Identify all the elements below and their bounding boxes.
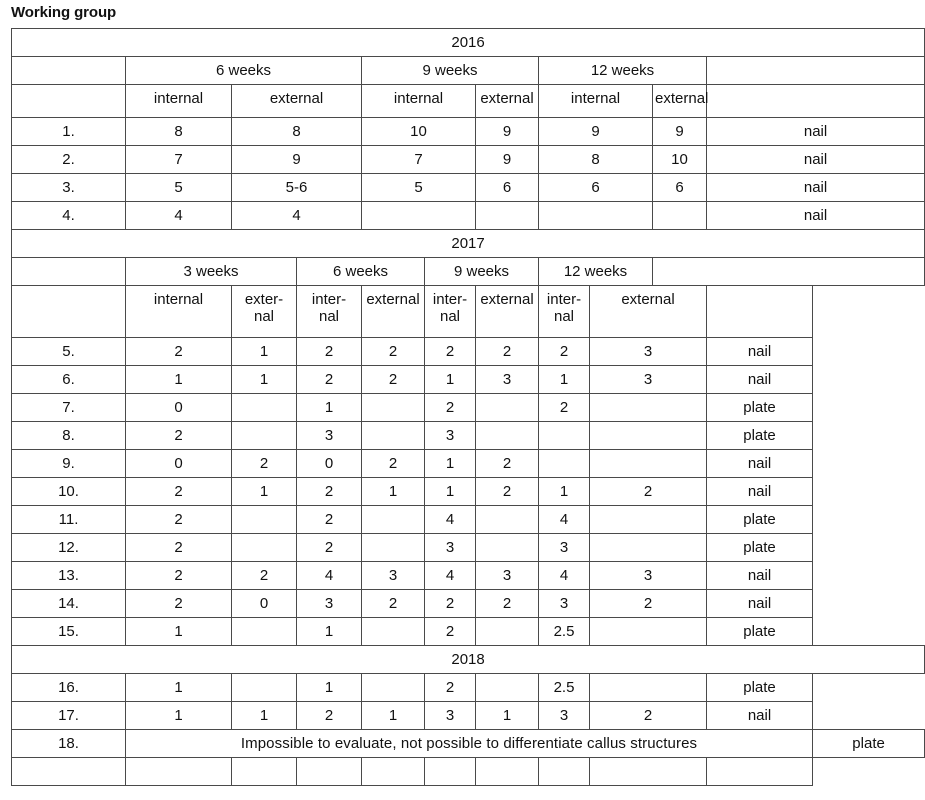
empty-cell bbox=[12, 758, 126, 786]
table-row bbox=[12, 674, 925, 702]
value-cell: 1 bbox=[126, 702, 232, 730]
value-cell bbox=[362, 202, 476, 230]
value-cell: 2 bbox=[425, 674, 476, 702]
value-cell: 3 bbox=[476, 366, 539, 394]
row-number: 18. bbox=[12, 730, 126, 758]
value-cell bbox=[362, 394, 425, 422]
value-cell: 2 bbox=[476, 478, 539, 506]
value-cell: 4 bbox=[425, 562, 476, 590]
sub-header-2016-5: external bbox=[653, 85, 707, 118]
value-cell bbox=[476, 534, 539, 562]
empty-cell bbox=[362, 758, 425, 786]
value-cell: 3 bbox=[476, 562, 539, 590]
value-cell: 1 bbox=[232, 338, 297, 366]
row-number: 7. bbox=[12, 394, 126, 422]
value-cell: 9 bbox=[476, 118, 539, 146]
value-cell: 0 bbox=[126, 450, 232, 478]
table-row bbox=[12, 146, 925, 174]
fixation-cell: nail bbox=[707, 202, 925, 230]
empty-cell bbox=[126, 758, 232, 786]
table-row bbox=[12, 366, 925, 394]
value-cell: 4 bbox=[539, 506, 590, 534]
year-row-2018 bbox=[12, 646, 925, 674]
sub-header-2017-5: external bbox=[476, 286, 539, 338]
value-cell: 3 bbox=[590, 366, 707, 394]
sub-header-2017-7: external bbox=[590, 286, 707, 338]
period-header-row-2016 bbox=[12, 57, 925, 85]
value-cell: 1 bbox=[232, 478, 297, 506]
value-cell: 3 bbox=[425, 422, 476, 450]
fixation-cell: plate bbox=[707, 674, 813, 702]
table-row bbox=[12, 118, 925, 146]
value-cell bbox=[590, 534, 707, 562]
empty-cell bbox=[539, 758, 590, 786]
value-cell: 3 bbox=[425, 534, 476, 562]
value-cell: 1 bbox=[126, 366, 232, 394]
period-header-row-2017 bbox=[12, 258, 925, 286]
table-row bbox=[12, 590, 925, 618]
value-cell bbox=[476, 394, 539, 422]
table-row bbox=[12, 174, 925, 202]
row-number: 8. bbox=[12, 422, 126, 450]
sub-header-2016-2: internal bbox=[362, 85, 476, 118]
value-cell: 2.5 bbox=[539, 618, 590, 646]
value-cell: 1 bbox=[425, 450, 476, 478]
value-cell: 0 bbox=[126, 394, 232, 422]
sub-header-2017-0: internal bbox=[126, 286, 232, 338]
period-header-2017-2: 9 weeks bbox=[425, 258, 539, 286]
value-cell: 10 bbox=[362, 118, 476, 146]
value-cell: 2 bbox=[425, 394, 476, 422]
value-cell bbox=[476, 202, 539, 230]
table-row bbox=[12, 618, 925, 646]
value-cell: 1 bbox=[126, 618, 232, 646]
fixation-cell: nail bbox=[707, 562, 813, 590]
value-cell: 2 bbox=[126, 562, 232, 590]
row-number: 12. bbox=[12, 534, 126, 562]
value-cell bbox=[232, 618, 297, 646]
value-cell: 4 bbox=[126, 202, 232, 230]
value-cell: 1 bbox=[362, 478, 425, 506]
value-cell: 2 bbox=[297, 338, 362, 366]
value-cell bbox=[653, 202, 707, 230]
fixation-cell: plate bbox=[707, 422, 813, 450]
fixation-cell: nail bbox=[707, 174, 925, 202]
fixation-cell: plate bbox=[707, 506, 813, 534]
fixation-cell: plate bbox=[707, 534, 813, 562]
row-number: 4. bbox=[12, 202, 126, 230]
value-cell bbox=[590, 450, 707, 478]
sub-header-2017-3: external bbox=[362, 286, 425, 338]
table-row bbox=[12, 450, 925, 478]
sub-header-2016-1: external bbox=[232, 85, 362, 118]
empty-cell bbox=[12, 85, 126, 118]
value-cell: 4 bbox=[539, 562, 590, 590]
value-cell: 6 bbox=[476, 174, 539, 202]
value-cell: 3 bbox=[362, 562, 425, 590]
row-number: 11. bbox=[12, 506, 126, 534]
value-cell: 1 bbox=[425, 366, 476, 394]
sub-header-row-2017 bbox=[12, 286, 925, 338]
value-cell bbox=[539, 422, 590, 450]
year-header-2018: 2018 bbox=[12, 646, 925, 674]
value-cell: 5 bbox=[126, 174, 232, 202]
year-row-2017 bbox=[12, 230, 925, 258]
year-row-2016 bbox=[12, 29, 925, 57]
year-header-2016: 2016 bbox=[12, 29, 925, 57]
table-row bbox=[12, 702, 925, 730]
row-number: 10. bbox=[12, 478, 126, 506]
row-number: 2. bbox=[12, 146, 126, 174]
value-cell: 2 bbox=[425, 618, 476, 646]
value-cell: 5-6 bbox=[232, 174, 362, 202]
sub-header-2017-2: inter- nal bbox=[297, 286, 362, 338]
value-cell: 3 bbox=[425, 702, 476, 730]
value-cell: 1 bbox=[539, 478, 590, 506]
value-cell: 0 bbox=[232, 590, 297, 618]
value-cell: 1 bbox=[232, 366, 297, 394]
value-cell: 2 bbox=[297, 366, 362, 394]
value-cell: 3 bbox=[297, 590, 362, 618]
value-cell: 3 bbox=[539, 534, 590, 562]
row-number: 9. bbox=[12, 450, 126, 478]
value-cell: 2 bbox=[297, 506, 362, 534]
row-number: 14. bbox=[12, 590, 126, 618]
value-cell: 3 bbox=[539, 702, 590, 730]
value-cell bbox=[362, 618, 425, 646]
value-cell: 4 bbox=[297, 562, 362, 590]
value-cell bbox=[232, 422, 297, 450]
value-cell bbox=[539, 202, 653, 230]
row-number: 5. bbox=[12, 338, 126, 366]
sub-header-2017-6: inter- nal bbox=[539, 286, 590, 338]
value-cell: 5 bbox=[362, 174, 476, 202]
fixation-cell: plate bbox=[813, 730, 925, 758]
value-cell: 3 bbox=[297, 422, 362, 450]
merged-note-cell: Impossible to evaluate, not possible to differentiate callus structures bbox=[126, 730, 813, 758]
value-cell: 1 bbox=[232, 702, 297, 730]
value-cell: 4 bbox=[232, 202, 362, 230]
period-header-2017-0: 3 weeks bbox=[126, 258, 297, 286]
value-cell bbox=[590, 394, 707, 422]
value-cell: 10 bbox=[653, 146, 707, 174]
empty-cell bbox=[707, 758, 813, 786]
table-row bbox=[12, 730, 925, 758]
sub-header-2017-1: exter- nal bbox=[232, 286, 297, 338]
table-row bbox=[12, 422, 925, 450]
fixation-cell: nail bbox=[707, 338, 813, 366]
empty-cell bbox=[297, 758, 362, 786]
value-cell: 1 bbox=[476, 702, 539, 730]
value-cell: 2 bbox=[476, 590, 539, 618]
table-row bbox=[12, 478, 925, 506]
value-cell bbox=[362, 674, 425, 702]
year-header-2017: 2017 bbox=[12, 230, 925, 258]
value-cell: 2 bbox=[362, 450, 425, 478]
value-cell bbox=[232, 534, 297, 562]
value-cell: 1 bbox=[425, 478, 476, 506]
table-row bbox=[12, 534, 925, 562]
value-cell: 1 bbox=[362, 702, 425, 730]
value-cell bbox=[362, 506, 425, 534]
value-cell: 8 bbox=[126, 118, 232, 146]
fixation-cell: nail bbox=[707, 366, 813, 394]
row-number: 13. bbox=[12, 562, 126, 590]
value-cell: 2 bbox=[425, 338, 476, 366]
value-cell: 2 bbox=[539, 394, 590, 422]
table-row bbox=[12, 202, 925, 230]
value-cell: 2 bbox=[126, 338, 232, 366]
value-cell: 7 bbox=[126, 146, 232, 174]
fixation-cell: plate bbox=[707, 394, 813, 422]
empty-cell bbox=[12, 57, 126, 85]
period-header-2016-2: 12 weeks bbox=[539, 57, 707, 85]
empty-cell bbox=[653, 258, 925, 286]
value-cell: 8 bbox=[539, 146, 653, 174]
value-cell bbox=[590, 506, 707, 534]
table-caption: Working group bbox=[11, 4, 117, 21]
sub-header-2016-3: external bbox=[476, 85, 539, 118]
empty-cell bbox=[707, 57, 925, 85]
value-cell: 6 bbox=[539, 174, 653, 202]
value-cell bbox=[476, 422, 539, 450]
value-cell: 9 bbox=[476, 146, 539, 174]
value-cell bbox=[232, 394, 297, 422]
value-cell: 2 bbox=[362, 338, 425, 366]
value-cell: 2 bbox=[590, 702, 707, 730]
value-cell: 9 bbox=[232, 146, 362, 174]
fixation-cell: plate bbox=[707, 618, 813, 646]
value-cell bbox=[539, 450, 590, 478]
empty-row bbox=[12, 758, 925, 786]
value-cell: 1 bbox=[126, 674, 232, 702]
value-cell: 2 bbox=[476, 338, 539, 366]
empty-cell bbox=[232, 758, 297, 786]
value-cell: 9 bbox=[539, 118, 653, 146]
fixation-cell: nail bbox=[707, 702, 813, 730]
table-row bbox=[12, 394, 925, 422]
value-cell: 1 bbox=[297, 674, 362, 702]
value-cell: 2 bbox=[126, 590, 232, 618]
value-cell: 2 bbox=[126, 534, 232, 562]
value-cell bbox=[476, 674, 539, 702]
empty-cell bbox=[425, 758, 476, 786]
row-number: 3. bbox=[12, 174, 126, 202]
value-cell bbox=[590, 674, 707, 702]
value-cell: 6 bbox=[653, 174, 707, 202]
value-cell: 4 bbox=[425, 506, 476, 534]
value-cell: 2 bbox=[539, 338, 590, 366]
fixation-cell: nail bbox=[707, 118, 925, 146]
value-cell: 3 bbox=[590, 338, 707, 366]
row-number: 6. bbox=[12, 366, 126, 394]
value-cell: 1 bbox=[297, 618, 362, 646]
value-cell: 2 bbox=[297, 702, 362, 730]
table-row bbox=[12, 562, 925, 590]
value-cell: 2.5 bbox=[539, 674, 590, 702]
empty-cell bbox=[590, 758, 707, 786]
value-cell: 2 bbox=[232, 562, 297, 590]
sub-header-row-2016 bbox=[12, 85, 925, 118]
value-cell bbox=[362, 534, 425, 562]
value-cell: 2 bbox=[362, 366, 425, 394]
value-cell: 2 bbox=[590, 478, 707, 506]
row-number: 15. bbox=[12, 618, 126, 646]
value-cell: 3 bbox=[539, 590, 590, 618]
value-cell bbox=[590, 618, 707, 646]
table-row bbox=[12, 338, 925, 366]
period-header-2016-1: 9 weeks bbox=[362, 57, 539, 85]
value-cell bbox=[232, 674, 297, 702]
value-cell: 2 bbox=[126, 478, 232, 506]
empty-cell bbox=[707, 286, 813, 338]
fixation-cell: nail bbox=[707, 146, 925, 174]
value-cell bbox=[590, 422, 707, 450]
value-cell: 2 bbox=[476, 450, 539, 478]
value-cell: 9 bbox=[653, 118, 707, 146]
sub-header-2016-0: internal bbox=[126, 85, 232, 118]
value-cell: 0 bbox=[297, 450, 362, 478]
value-cell: 7 bbox=[362, 146, 476, 174]
value-cell: 2 bbox=[232, 450, 297, 478]
fixation-cell: nail bbox=[707, 590, 813, 618]
value-cell: 2 bbox=[297, 534, 362, 562]
empty-cell bbox=[12, 258, 126, 286]
value-cell: 2 bbox=[425, 590, 476, 618]
value-cell: 2 bbox=[126, 506, 232, 534]
results-table bbox=[11, 28, 925, 786]
value-cell: 2 bbox=[126, 422, 232, 450]
value-cell bbox=[476, 618, 539, 646]
value-cell: 1 bbox=[539, 366, 590, 394]
value-cell bbox=[476, 506, 539, 534]
period-header-2017-3: 12 weeks bbox=[539, 258, 653, 286]
value-cell: 8 bbox=[232, 118, 362, 146]
value-cell: 2 bbox=[297, 478, 362, 506]
period-header-2016-0: 6 weeks bbox=[126, 57, 362, 85]
row-number: 17. bbox=[12, 702, 126, 730]
value-cell: 2 bbox=[590, 590, 707, 618]
period-header-2017-1: 6 weeks bbox=[297, 258, 425, 286]
value-cell: 2 bbox=[362, 590, 425, 618]
value-cell bbox=[362, 422, 425, 450]
row-number: 16. bbox=[12, 674, 126, 702]
value-cell bbox=[232, 506, 297, 534]
fixation-cell: nail bbox=[707, 478, 813, 506]
row-number: 1. bbox=[12, 118, 126, 146]
fixation-cell: nail bbox=[707, 450, 813, 478]
value-cell: 3 bbox=[590, 562, 707, 590]
table-row bbox=[12, 506, 925, 534]
empty-cell bbox=[12, 286, 126, 338]
value-cell: 1 bbox=[297, 394, 362, 422]
empty-cell bbox=[476, 758, 539, 786]
sub-header-2017-4: inter- nal bbox=[425, 286, 476, 338]
empty-cell bbox=[707, 85, 925, 118]
sub-header-2016-4: internal bbox=[539, 85, 653, 118]
